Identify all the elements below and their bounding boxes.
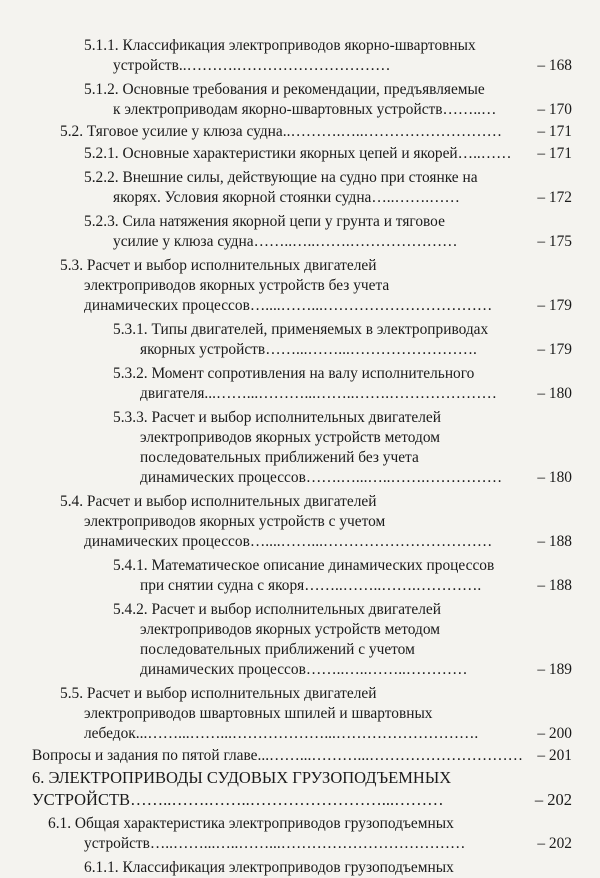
dot-leader: ……...……...……………………. [265,341,477,358]
dot-leader: ……..…….……..……………………...……… [130,790,444,809]
dot-leader: ...……...………...……..…….………………… [204,385,497,402]
toc-entry-text: Вопросы и задания по пятой главе [32,747,258,764]
toc-entry-text: электроприводов якорных устройств методом [140,621,440,638]
toc-entry-text: устройств [84,835,150,852]
dot-leader: …..……...…..……...……………………………… [149,835,466,852]
toc-entry-text: электроприводов якорных устройств с учетом [84,513,386,530]
toc-entry-text: 6.1. Общая характеристика электроприводов грузоподъемных [48,815,454,832]
toc-entry-text: последовательных приближений без учета [140,449,419,466]
page-number: – 171 [537,123,572,140]
toc-entry-text: 5.3.2. Момент сопротивления на валу исполнительного [113,365,475,382]
toc-entry-text: 5.5. Расчет и выбор исполнительных двигателей [60,685,377,702]
page-number: – 202 [537,835,572,852]
dot-leader: ……..…..……..………… [305,661,468,678]
toc-entry-text: при снятии судна с якоря [140,577,305,594]
toc-entry-text: последовательных приближений с учетом [140,641,415,658]
toc-entry-text: электроприводов швартовных шпилей и швартовных [84,705,433,722]
toc-entry-text: электроприводов якорных устройств методом [140,429,440,446]
dot-leader: …....……...…………………………… [249,533,493,550]
toc-entry-text: к электроприводам якорно-швартовных устройств [113,101,443,118]
page-number: – 189 [537,661,572,678]
dot-leader: ..……….…..……………………… [282,123,503,140]
page-number: – 188 [537,577,572,594]
toc-entry-text: 6. ЭЛЕКТРОПРИВОДЫ СУДОВЫХ ГРУЗОПОДЪЕМНЫХ [32,768,452,787]
toc-entry-text: устройств [113,57,179,74]
dot-leader: ……..…..…….………………… [253,233,458,250]
page-number: – 170 [537,101,572,118]
dot-leader: …..…….…… [371,189,460,206]
page-number: – 180 [537,385,572,402]
toc-entry-text: усилие у клюза судна [113,233,254,250]
toc-entry-text: УСТРОЙСТВ [32,790,131,809]
toc-entry-text: 5.3. Расчет и выбор исполнительных двигателей [60,257,377,274]
toc-entry-text: лебедок [84,725,136,742]
dot-leader: ...……...……...………………...………………………. [135,725,479,742]
toc-entry-text: 5.3.1. Типы двигателей, применяемых в электроприводах [113,321,489,338]
toc-entry-text: якорных устройств [140,341,266,358]
toc-entry-text: динамических процессов [84,297,250,314]
dot-leader: ……..……..…….…………. [304,577,482,594]
page-number: – 188 [537,533,572,550]
dot-leader: …….…...…..…….…………… [305,469,503,486]
page-number: – 200 [537,725,572,742]
toc-entry-text: двигателя [140,385,205,402]
dot-leader: …....……...…………………………… [249,297,493,314]
page-number: – 201 [537,747,572,764]
dot-leader: ...……...………...………………………… [257,747,523,764]
toc-entry-text: динамических процессов [84,533,250,550]
toc-entry-text: 5.4. Расчет и выбор исполнительных двигателей [60,493,377,510]
page-number: – 180 [537,469,572,486]
toc-entry-text: 5.2.1. Основные характеристики якорных цепей и якорей [84,145,458,162]
page-number: – 202 [534,790,572,809]
toc-entry-text: электроприводов якорных устройств без учета [84,277,390,294]
page-number: – 171 [537,145,572,162]
toc-entry-text: 5.2. Тяговое усилие у клюза судна [60,123,283,140]
toc-entry-text: якорях. Условия якорной стоянки судна [113,189,372,206]
toc-entry-text: 5.1.1. Классификация электроприводов якорно-швартовных [84,37,476,54]
toc-entry-text: 5.2.3. Сила натяжения якорной цепи у грунта и тяговое [84,213,445,230]
dot-leader: ……..… [442,101,497,118]
dot-leader: ..……….………………………… [178,57,391,74]
toc-entry-text: 5.2.2. Внешние силы, действующие на судно при стоянке на [84,169,478,186]
toc-entry-text: динамических процессов [140,661,306,678]
page-number: – 179 [537,341,572,358]
page-number: – 175 [537,233,572,250]
toc-entry-text: 5.1.2. Основные требования и рекомендации, предъявляемые [84,81,485,98]
toc-entry-text: 5.4.2. Расчет и выбор исполнительных двигателей [113,601,442,618]
toc-entry-text: 5.4.1. Математическое описание динамических процессов [113,557,495,574]
page-number: – 172 [537,189,572,206]
dot-leader: …..…… [457,145,512,162]
toc-entry-text: динамических процессов [140,469,306,486]
page-number: – 179 [537,297,572,314]
toc-entry-text: 5.3.3. Расчет и выбор исполнительных двигателей [113,409,442,426]
page-number: – 168 [537,57,572,74]
toc-entry-text: 6.1.1. Классификация электроприводов грузоподъемных [84,859,454,876]
